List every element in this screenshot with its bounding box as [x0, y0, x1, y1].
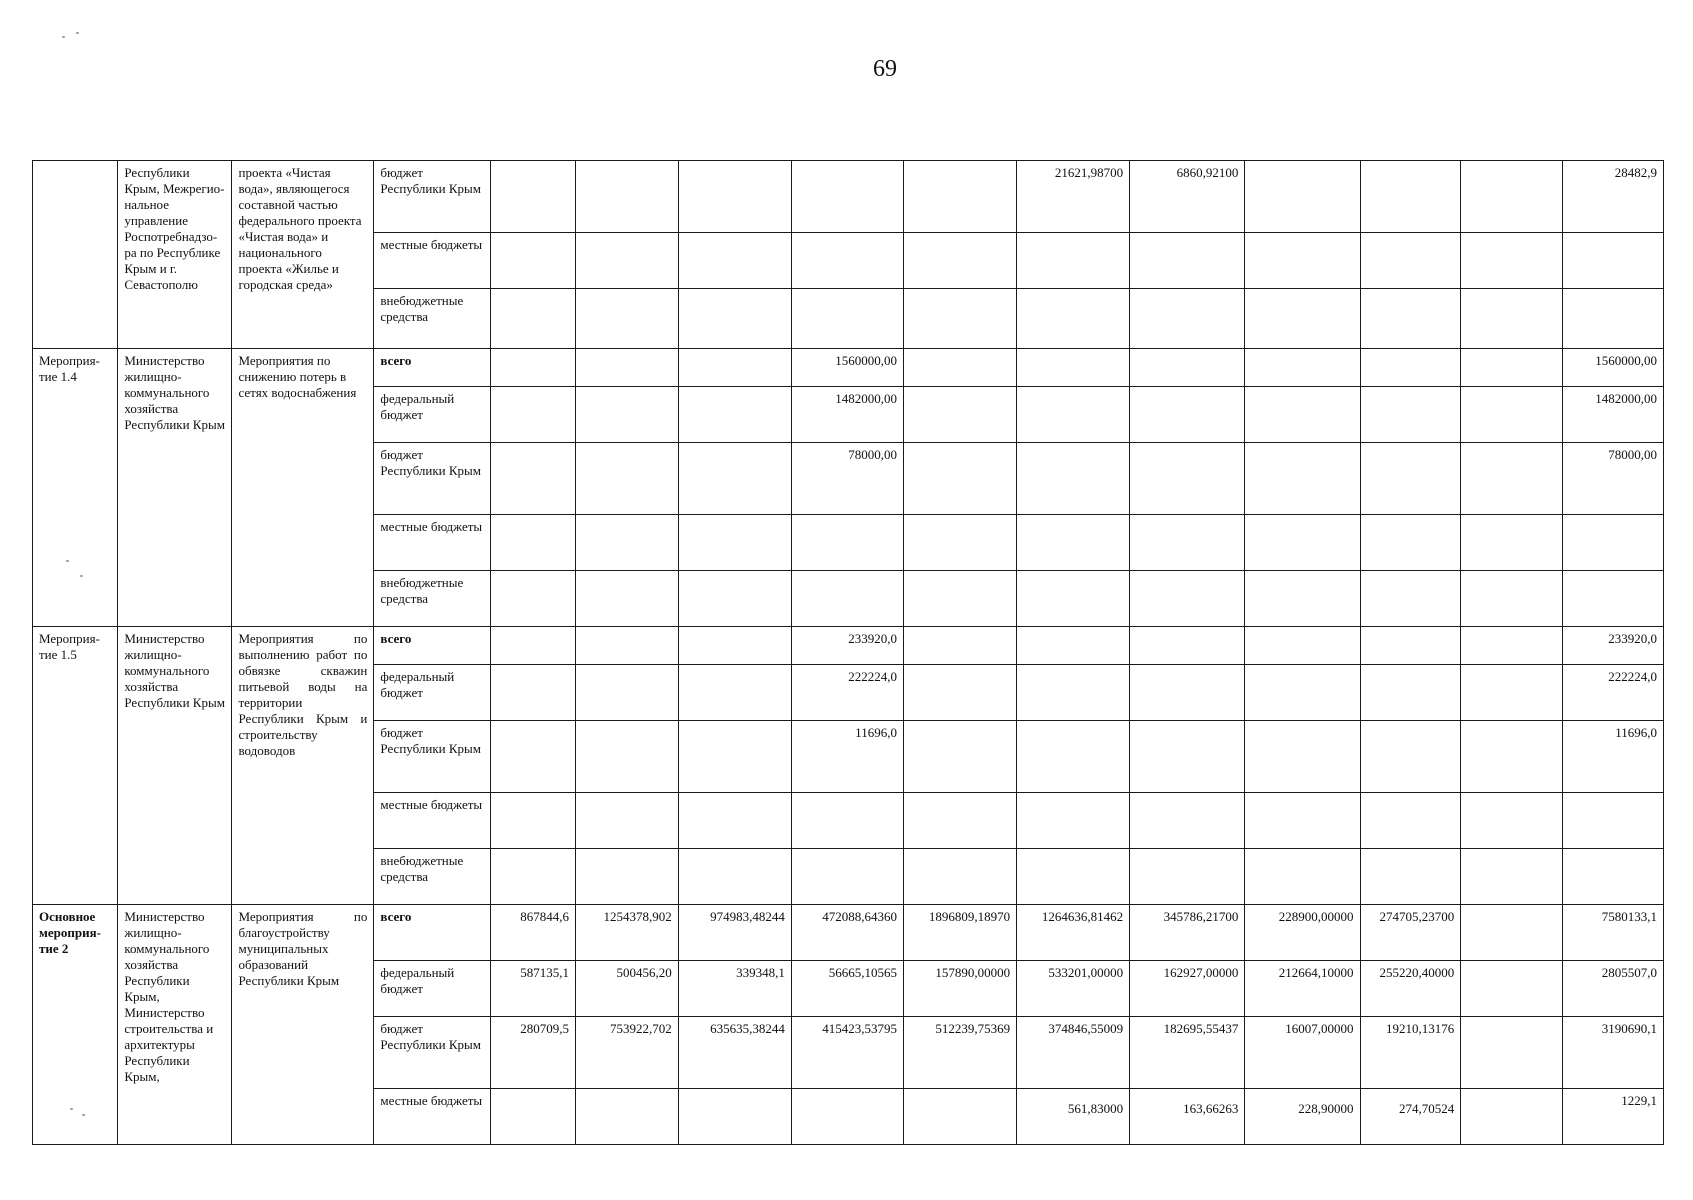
year-value-cell — [1017, 793, 1130, 849]
year-value-cell — [791, 161, 903, 233]
year-value-cell — [575, 665, 678, 721]
year-value-cell — [678, 721, 791, 793]
year-value-cell — [678, 515, 791, 571]
year-value-cell — [490, 721, 575, 793]
measure-label: Мероприя-тие 1.5 — [33, 627, 118, 905]
year-value-cell — [678, 665, 791, 721]
year-value-cell — [575, 1089, 678, 1145]
funding-source: местные бюджеты — [374, 793, 490, 849]
year-value-cell — [903, 849, 1016, 905]
year-value-cell — [1461, 961, 1563, 1017]
year-value-cell: 274,70524 — [1360, 1089, 1461, 1145]
year-value-cell — [1245, 627, 1360, 665]
year-value-cell: 374846,55009 — [1017, 1017, 1130, 1089]
year-value-cell: 753922,702 — [575, 1017, 678, 1089]
year-value-cell: 163,66263 — [1130, 1089, 1245, 1145]
year-value-cell: 222224,0 — [791, 665, 903, 721]
total-value-cell — [1563, 515, 1664, 571]
year-value-cell — [678, 443, 791, 515]
year-value-cell — [575, 515, 678, 571]
total-value-cell — [1563, 571, 1664, 627]
funding-source: федеральный бюджет — [374, 387, 490, 443]
year-value-cell — [1017, 721, 1130, 793]
year-value-cell: 974983,48244 — [678, 905, 791, 961]
year-value-cell — [1245, 233, 1360, 289]
year-value-cell — [1461, 627, 1563, 665]
year-value-cell: 345786,21700 — [1130, 905, 1245, 961]
year-value-cell — [678, 233, 791, 289]
year-value-cell: 78000,00 — [791, 443, 903, 515]
year-value-cell — [1360, 627, 1461, 665]
year-value-cell — [490, 665, 575, 721]
year-value-cell — [1017, 289, 1130, 349]
year-value-cell — [1017, 571, 1130, 627]
total-value-cell — [1563, 289, 1664, 349]
year-value-cell — [1461, 443, 1563, 515]
year-value-cell: 233920,0 — [791, 627, 903, 665]
year-value-cell — [1017, 665, 1130, 721]
year-value-cell — [903, 793, 1016, 849]
year-value-cell — [1461, 387, 1563, 443]
year-value-cell — [1130, 849, 1245, 905]
year-value-cell — [490, 793, 575, 849]
year-value-cell — [903, 349, 1016, 387]
year-value-cell — [575, 443, 678, 515]
year-value-cell — [575, 627, 678, 665]
year-value-cell — [1360, 721, 1461, 793]
year-value-cell — [1461, 721, 1563, 793]
year-value-cell — [1360, 793, 1461, 849]
year-value-cell — [575, 387, 678, 443]
year-value-cell — [1130, 627, 1245, 665]
year-value-cell — [1245, 665, 1360, 721]
year-value-cell — [678, 793, 791, 849]
year-value-cell — [1245, 571, 1360, 627]
total-value-cell: 2805507,0 — [1563, 961, 1664, 1017]
funding-source: внебюджетные средства — [374, 289, 490, 349]
funding-source: бюджет Республики Крым — [374, 443, 490, 515]
total-value-cell: 7580133,1 — [1563, 905, 1664, 961]
year-value-cell: 16007,00000 — [1245, 1017, 1360, 1089]
year-value-cell — [1360, 665, 1461, 721]
total-value-cell: 233920,0 — [1563, 627, 1664, 665]
year-value-cell — [1461, 665, 1563, 721]
year-value-cell: 6860,92100 — [1130, 161, 1245, 233]
year-value-cell — [1017, 515, 1130, 571]
funding-source: федеральный бюджет — [374, 961, 490, 1017]
year-value-cell — [903, 515, 1016, 571]
funding-source: федеральный бюджет — [374, 665, 490, 721]
year-value-cell — [1245, 161, 1360, 233]
year-value-cell: 56665,10565 — [791, 961, 903, 1017]
executor-cell: Республики Крым, Межрегио-нальное управление Роспотребнадзо-ра по Республике Крым и г. Севастополю — [118, 161, 232, 349]
year-value-cell — [490, 571, 575, 627]
funding-source: бюджет Республики Крым — [374, 721, 490, 793]
year-value-cell — [1461, 233, 1563, 289]
year-value-cell — [678, 349, 791, 387]
year-value-cell — [791, 289, 903, 349]
measure-label — [33, 161, 118, 349]
year-value-cell — [678, 387, 791, 443]
funding-source: внебюджетные средства — [374, 849, 490, 905]
year-value-cell — [1461, 793, 1563, 849]
year-value-cell — [575, 793, 678, 849]
year-value-cell — [1130, 233, 1245, 289]
year-value-cell — [1130, 289, 1245, 349]
year-value-cell: 274705,23700 — [1360, 905, 1461, 961]
executor-cell: Министерство жилищно-коммунального хозяйства Республики Крым — [118, 349, 232, 627]
year-value-cell: 280709,5 — [490, 1017, 575, 1089]
year-value-cell: 415423,53795 — [791, 1017, 903, 1089]
total-value-cell — [1563, 793, 1664, 849]
year-value-cell — [1130, 443, 1245, 515]
measure-name: Мероприятия по выполнению работ по обвязке скважин питьевой воды на территории Республики Крым и строительству водоводов — [232, 627, 374, 905]
year-value-cell: 867844,6 — [490, 905, 575, 961]
funding-source: местные бюджеты — [374, 515, 490, 571]
year-value-cell — [791, 233, 903, 289]
table-row — [33, 905, 1664, 961]
year-value-cell — [575, 571, 678, 627]
year-value-cell — [575, 233, 678, 289]
year-value-cell — [1245, 443, 1360, 515]
year-value-cell: 228,90000 — [1245, 1089, 1360, 1145]
year-value-cell — [1461, 515, 1563, 571]
year-value-cell — [1017, 349, 1130, 387]
year-value-cell: 472088,64360 — [791, 905, 903, 961]
year-value-cell — [1017, 233, 1130, 289]
year-value-cell: 587135,1 — [490, 961, 575, 1017]
year-value-cell — [1360, 849, 1461, 905]
year-value-cell — [1130, 793, 1245, 849]
year-value-cell — [1461, 349, 1563, 387]
funding-source: бюджет Республики Крым — [374, 161, 490, 233]
year-value-cell — [903, 161, 1016, 233]
year-value-cell — [1245, 515, 1360, 571]
budget-table — [32, 160, 1664, 1145]
year-value-cell — [490, 515, 575, 571]
year-value-cell — [903, 721, 1016, 793]
total-value-cell: 1229,1 — [1563, 1089, 1664, 1145]
year-value-cell — [1360, 233, 1461, 289]
year-value-cell — [678, 289, 791, 349]
year-value-cell — [1245, 721, 1360, 793]
total-value-cell: 222224,0 — [1563, 665, 1664, 721]
year-value-cell — [1360, 515, 1461, 571]
year-value-cell — [1017, 849, 1130, 905]
year-value-cell — [1461, 849, 1563, 905]
year-value-cell — [1245, 849, 1360, 905]
year-value-cell — [1360, 161, 1461, 233]
year-value-cell — [490, 289, 575, 349]
scan-speck — [80, 575, 83, 577]
funding-source: всего — [374, 349, 490, 387]
year-value-cell — [1360, 349, 1461, 387]
year-value-cell — [791, 1089, 903, 1145]
executor-cell: Министерство жилищно-коммунального хозяйства Республики Крым, Министерство строительства и архитектуры Республики Крым, — [118, 905, 232, 1145]
year-value-cell — [1461, 905, 1563, 961]
year-value-cell — [1360, 571, 1461, 627]
year-value-cell — [903, 1089, 1016, 1145]
year-value-cell: 11696,0 — [791, 721, 903, 793]
total-value-cell: 1560000,00 — [1563, 349, 1664, 387]
year-value-cell — [1017, 627, 1130, 665]
year-value-cell — [791, 571, 903, 627]
total-value-cell: 3190690,1 — [1563, 1017, 1664, 1089]
year-value-cell: 533201,00000 — [1017, 961, 1130, 1017]
scan-speck — [62, 36, 65, 38]
measure-name: Мероприятия по снижению потерь в сетях водоснабжения — [232, 349, 374, 627]
year-value-cell — [1360, 289, 1461, 349]
year-value-cell — [575, 349, 678, 387]
year-value-cell — [490, 443, 575, 515]
year-value-cell — [1130, 721, 1245, 793]
scan-speck — [70, 1108, 73, 1110]
total-value-cell: 78000,00 — [1563, 443, 1664, 515]
year-value-cell: 512239,75369 — [903, 1017, 1016, 1089]
year-value-cell: 1254378,902 — [575, 905, 678, 961]
funding-source: всего — [374, 627, 490, 665]
page-number: 69 — [873, 56, 897, 82]
year-value-cell — [575, 161, 678, 233]
year-value-cell — [490, 161, 575, 233]
year-value-cell — [1017, 387, 1130, 443]
year-value-cell — [575, 289, 678, 349]
year-value-cell — [903, 387, 1016, 443]
year-value-cell — [903, 233, 1016, 289]
funding-source: местные бюджеты — [374, 1089, 490, 1145]
year-value-cell — [1360, 443, 1461, 515]
year-value-cell — [1461, 1089, 1563, 1145]
year-value-cell — [678, 161, 791, 233]
measure-name: Мероприятия по благоустройству муниципальных образований Республики Крым — [232, 905, 374, 1145]
year-value-cell — [1245, 289, 1360, 349]
year-value-cell — [490, 1089, 575, 1145]
year-value-cell: 635635,38244 — [678, 1017, 791, 1089]
total-value-cell — [1563, 849, 1664, 905]
year-value-cell — [490, 233, 575, 289]
year-value-cell — [1130, 515, 1245, 571]
year-value-cell — [678, 849, 791, 905]
table-row — [33, 161, 1664, 233]
year-value-cell — [903, 571, 1016, 627]
year-value-cell — [490, 349, 575, 387]
year-value-cell — [1130, 571, 1245, 627]
year-value-cell — [678, 1089, 791, 1145]
year-value-cell — [490, 387, 575, 443]
table-row — [33, 627, 1664, 665]
total-value-cell: 1482000,00 — [1563, 387, 1664, 443]
year-value-cell — [903, 443, 1016, 515]
measure-name: проекта «Чистая вода», являющегося составной частью федерального проекта «Чистая вода» и национального проекта «Жилье и городская среда» — [232, 161, 374, 349]
year-value-cell: 500456,20 — [575, 961, 678, 1017]
year-value-cell: 182695,55437 — [1130, 1017, 1245, 1089]
year-value-cell: 162927,00000 — [1130, 961, 1245, 1017]
year-value-cell — [1461, 571, 1563, 627]
scan-speck — [76, 32, 79, 34]
year-value-cell — [575, 721, 678, 793]
year-value-cell — [1017, 443, 1130, 515]
year-value-cell — [903, 665, 1016, 721]
year-value-cell — [1130, 665, 1245, 721]
year-value-cell: 1482000,00 — [791, 387, 903, 443]
year-value-cell: 339348,1 — [678, 961, 791, 1017]
year-value-cell: 212664,10000 — [1245, 961, 1360, 1017]
year-value-cell — [1461, 161, 1563, 233]
table-row — [33, 349, 1664, 387]
year-value-cell — [791, 515, 903, 571]
funding-source: бюджет Республики Крым — [374, 1017, 490, 1089]
year-value-cell: 21621,98700 — [1017, 161, 1130, 233]
year-value-cell — [1130, 349, 1245, 387]
funding-source: внебюджетные средства — [374, 571, 490, 627]
total-value-cell — [1563, 233, 1664, 289]
year-value-cell — [791, 793, 903, 849]
year-value-cell: 157890,00000 — [903, 961, 1016, 1017]
total-value-cell: 28482,9 — [1563, 161, 1664, 233]
year-value-cell — [1360, 387, 1461, 443]
funding-source: местные бюджеты — [374, 233, 490, 289]
scan-speck — [66, 560, 69, 562]
year-value-cell — [490, 627, 575, 665]
year-value-cell — [678, 571, 791, 627]
year-value-cell: 561,83000 — [1017, 1089, 1130, 1145]
executor-cell: Министерство жилищно-коммунального хозяйства Республики Крым — [118, 627, 232, 905]
year-value-cell: 228900,00000 — [1245, 905, 1360, 961]
year-value-cell: 1264636,81462 — [1017, 905, 1130, 961]
year-value-cell — [1245, 387, 1360, 443]
year-value-cell — [678, 627, 791, 665]
year-value-cell — [490, 849, 575, 905]
year-value-cell — [1461, 1017, 1563, 1089]
year-value-cell — [791, 849, 903, 905]
total-value-cell: 11696,0 — [1563, 721, 1664, 793]
year-value-cell — [903, 289, 1016, 349]
scan-speck — [82, 1114, 85, 1116]
year-value-cell — [575, 849, 678, 905]
year-value-cell — [903, 627, 1016, 665]
funding-source: всего — [374, 905, 490, 961]
year-value-cell — [1245, 793, 1360, 849]
measure-label: Основное мероприя-тие 2 — [33, 905, 118, 1145]
year-value-cell: 19210,13176 — [1360, 1017, 1461, 1089]
year-value-cell: 1560000,00 — [791, 349, 903, 387]
year-value-cell — [1461, 289, 1563, 349]
year-value-cell — [1130, 387, 1245, 443]
year-value-cell: 255220,40000 — [1360, 961, 1461, 1017]
measure-label: Мероприя-тие 1.4 — [33, 349, 118, 627]
year-value-cell — [1245, 349, 1360, 387]
year-value-cell: 1896809,18970 — [903, 905, 1016, 961]
